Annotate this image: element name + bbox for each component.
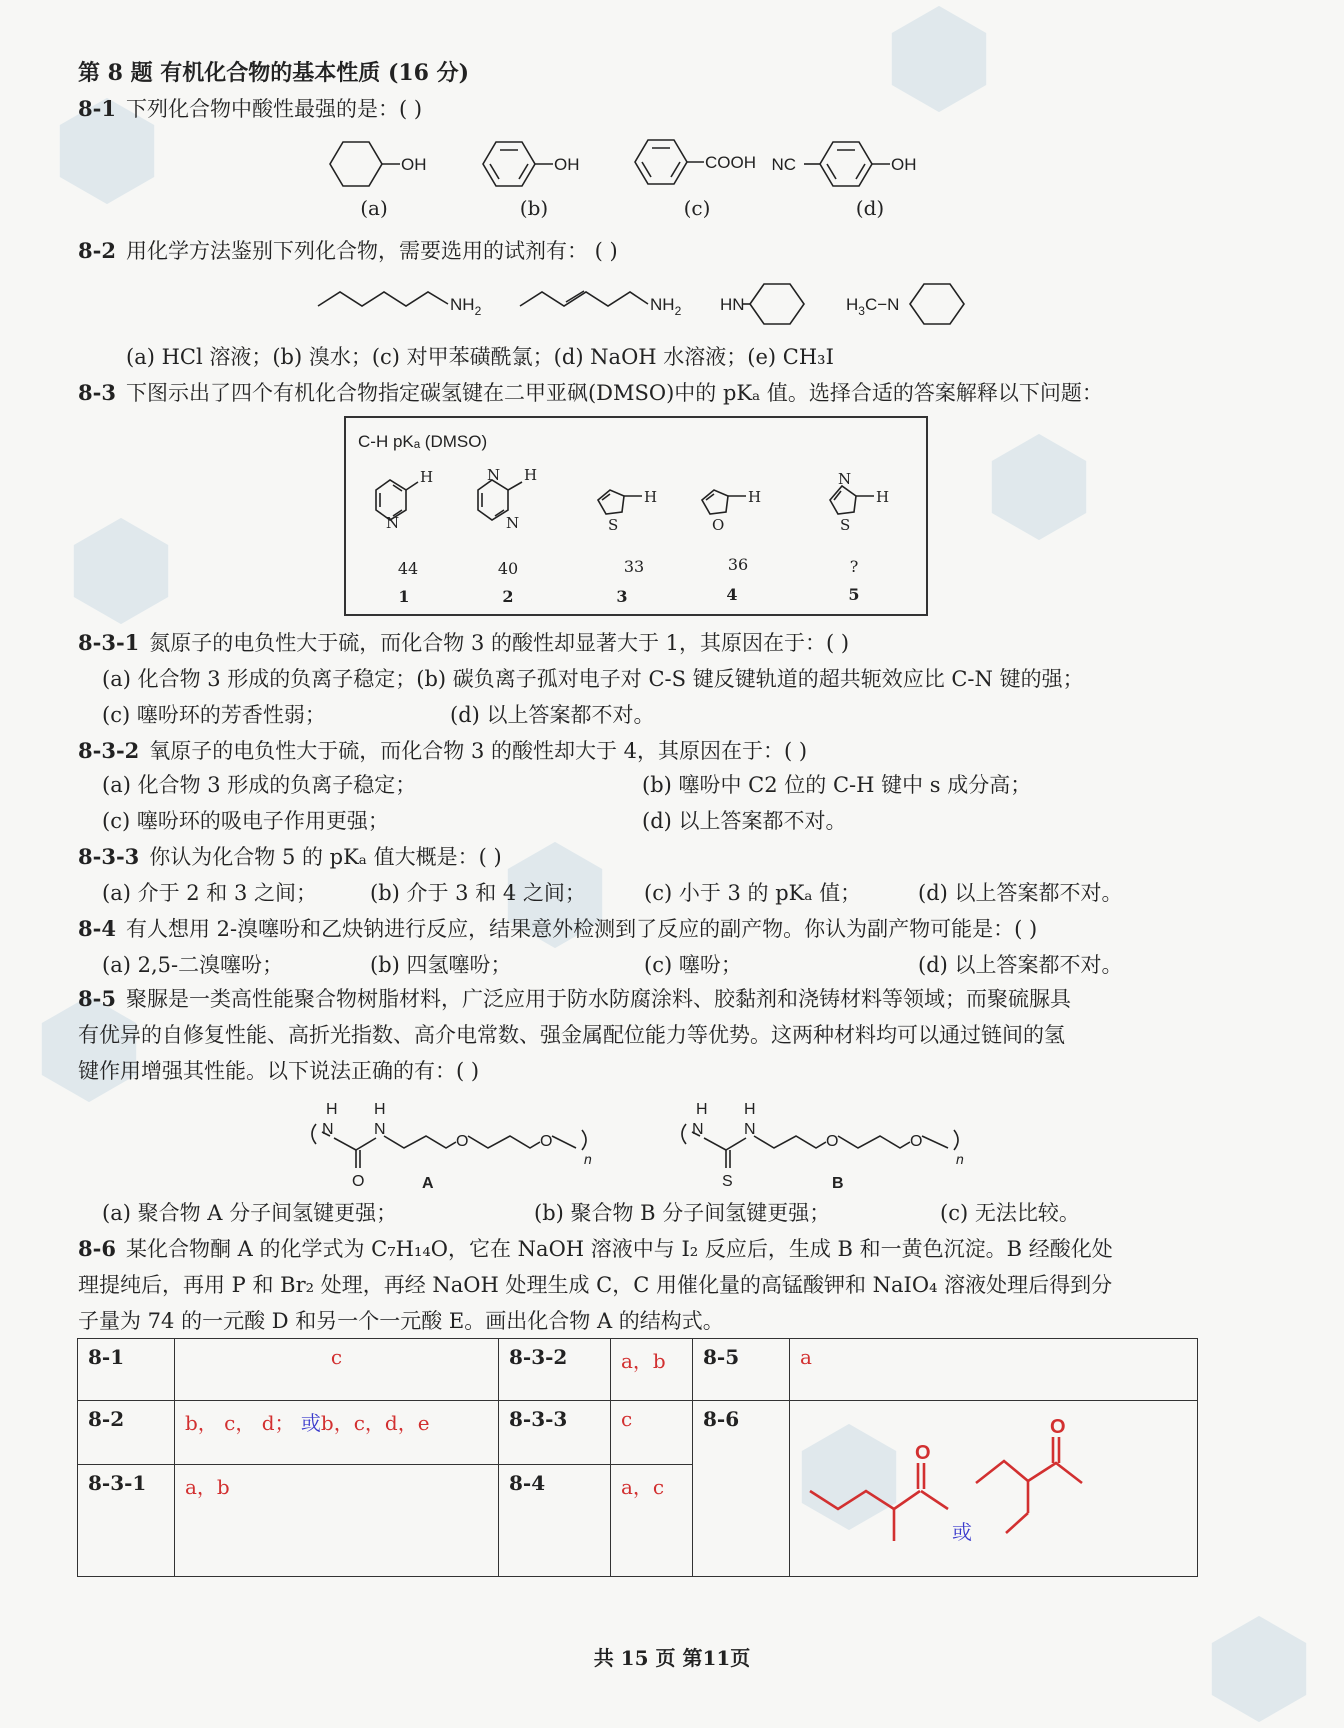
poly-b-n1: N <box>692 1121 704 1138</box>
pka-3-s: S <box>608 516 619 534</box>
answer-8-6-o-2: O <box>1050 1416 1066 1438</box>
q8-3-text: 下图示出了四个有机化合物指定碳氢键在二甲亚砜(DMSO)中的 pKₐ 值。选择合适的答案解释以下问题： <box>125 381 1103 405</box>
pka-1-h: H <box>420 468 434 486</box>
q8-4-option-c: (c) 噻吩； <box>644 953 742 977</box>
q8-3-3-option-a: (a) 介于 2 和 3 之间； <box>102 881 318 905</box>
q8-5-number: 8-5 <box>78 986 116 1011</box>
polymer-b-label: B <box>832 1175 844 1192</box>
answer-value-8-5: a <box>790 1339 1198 1401</box>
answer-key-8-3-1: 8-3-1 <box>78 1465 175 1577</box>
answer-value-8-4: a，c <box>611 1465 693 1577</box>
pka-4-o: O <box>712 516 725 534</box>
watermark-hexagon-icon <box>62 512 180 630</box>
compound-id-2: 2 <box>502 587 514 606</box>
question-heading: 第 8 题 有机化合物的基本性质 (16 分) <box>78 60 470 86</box>
q8-3-3-options <box>102 878 1222 908</box>
answer-key-8-2: 8-2 <box>78 1401 175 1465</box>
answer-8-6-o-1: O <box>915 1442 931 1464</box>
poly-a-n1: N <box>322 1121 334 1138</box>
poly-b-s-thio: S <box>722 1173 733 1190</box>
q8-3-2-options-row2 <box>102 806 1222 836</box>
compound-id-3: 3 <box>616 587 628 606</box>
poly-a-o-ether2: O <box>540 1133 553 1150</box>
watermark-hexagon-icon <box>980 428 1098 546</box>
q8-1-label-a: (a) <box>360 196 388 220</box>
q8-4-option-b: (b) 四氢噻吩； <box>370 953 512 977</box>
q8-5-option-c: (c) 无法比较。 <box>940 1201 1080 1225</box>
pka-2-n-bottom: N <box>506 514 520 532</box>
q8-3-2-number: 8-3-2 <box>78 738 140 763</box>
q8-2-stem <box>78 236 1198 266</box>
answer-8-6-or: 或 <box>952 1520 972 1544</box>
poly-b-n2: N <box>744 1121 756 1138</box>
answer-value-8-1: c <box>175 1339 499 1401</box>
pka-value-2: 40 <box>497 559 519 578</box>
compound-id-4: 4 <box>726 585 738 604</box>
page-footer: 共 15 页 第11页 <box>593 1646 751 1670</box>
q8-2-options: (a) HCl 溶液；(b) 溴水；(c) 对甲苯磺酰氯；(d) NaOH 水溶液；(e) CH₃I <box>126 345 834 369</box>
q8-5-stem-line2: 有优异的自修复性能、高折光指数、高介电常数、强金属配位能力等优势。这两种材料均可以通过链间的氢 <box>78 1023 1065 1047</box>
pka-figure-box <box>344 416 928 616</box>
compound-id-1: 1 <box>398 587 410 606</box>
pka-5-s: S <box>840 516 851 534</box>
pka-value-3: 33 <box>623 557 645 576</box>
poly-a-subscript: n <box>584 1151 592 1167</box>
q8-2-nh2-1: $NH_2$ <box>450 295 482 318</box>
pka-value-1: 44 <box>397 559 419 578</box>
poly-a-o-ether1: O <box>456 1133 469 1150</box>
poly-b-o-ether2: O <box>910 1133 923 1150</box>
pka-2-h: H <box>524 466 538 484</box>
q8-1-stem <box>78 94 1198 124</box>
q8-2-structures <box>310 274 970 338</box>
q8-2-number: 8-2 <box>78 238 116 263</box>
q8-1-oh-b: OH <box>554 155 580 174</box>
q8-3-3-option-c: (c) 小于 3 的 pKₐ 值； <box>644 881 862 905</box>
q8-2-text: 用化学方法鉴别下列化合物，需要选用的试剂有： ( ) <box>125 239 618 263</box>
q8-5-option-a: (a) 聚合物 A 分子间氢键更强； <box>102 1201 398 1225</box>
pka-1-n: N <box>386 514 400 532</box>
q8-2-nh2-2: $NH_2$ <box>650 295 682 318</box>
q8-3-3-text: 你认为化合物 5 的 pKₐ 值大概是：( ) <box>149 845 502 869</box>
q8-5-text-1: 聚脲是一类高性能聚合物树脂材料，广泛应用于防水防腐涂料、胶黏剂和浇铸材料等领域；而聚硫脲具 <box>125 987 1071 1011</box>
q8-6-text-1: 某化合物酮 A 的化学式为 C₇H₁₄O，它在 NaOH 溶液中与 I₂ 反应后，生成 B 和一黄色沉淀。B 经酸化处 <box>125 1237 1113 1261</box>
pka-5-h: H <box>876 488 890 506</box>
poly-b-subscript: n <box>956 1151 964 1167</box>
q8-3-3-number: 8-3-3 <box>78 844 140 869</box>
answer-key-8-4: 8-4 <box>499 1465 611 1577</box>
answer-table <box>77 1338 1198 1577</box>
q8-4-number: 8-4 <box>78 916 116 941</box>
pka-structures <box>346 448 926 608</box>
q8-3-1-number: 8-3-1 <box>78 630 140 655</box>
answer-value-8-2 <box>175 1401 499 1465</box>
pka-value-5: ? <box>849 557 859 576</box>
compound-id-5: 5 <box>848 585 860 604</box>
q8-5-stem-line3: 键作用增强其性能。以下说法正确的有：( ) <box>78 1059 480 1083</box>
pka-2-n-top: N <box>487 466 501 484</box>
answer-value-8-3-2: a，b <box>611 1339 693 1401</box>
pka-3-h: H <box>644 488 658 506</box>
q8-3-1-option-d: (d) 以上答案都不对。 <box>450 703 655 727</box>
q8-3-1-stem <box>78 628 1198 658</box>
answer-8-2-part1: b， c， d； <box>185 1411 295 1435</box>
answer-key-8-6: 8-6 <box>693 1401 790 1577</box>
q8-4-stem <box>78 914 1198 944</box>
q8-4-option-a: (a) 2,5-二溴噻吩； <box>102 953 284 977</box>
poly-a-n2: N <box>374 1121 386 1138</box>
q8-4-text: 有人想用 2-溴噻吩和乙炔钠进行反应，结果意外检测到了反应的副产物。你认为副产物可能是：( ) <box>125 917 1038 941</box>
answer-key-8-1: 8-1 <box>78 1339 175 1401</box>
q8-1-number: 8-1 <box>78 96 116 121</box>
answer-8-2-part2: b，c，d，e <box>320 1411 430 1435</box>
q8-1-label-d: (d) <box>855 196 885 220</box>
q8-6-stem-line3: 子量为 74 的一元酸 D 和另一个一元酸 E。画出化合物 A 的结构式。 <box>78 1309 724 1333</box>
pka-4-h: H <box>748 488 762 506</box>
pka-value-4: 36 <box>727 555 749 574</box>
q8-3-1-option-c: (c) 噻吩环的芳香性弱； <box>102 703 326 727</box>
answer-value-8-6 <box>790 1401 1198 1577</box>
q8-5-polymer-structures <box>300 1098 980 1194</box>
table-row <box>78 1401 1198 1465</box>
q8-3-3-option-d: (d) 以上答案都不对。 <box>918 881 1123 905</box>
q8-3-2-option-b: (b) 噻吩中 C2 位的 C-H 键中 s 成分高； <box>642 773 1032 797</box>
answer-key-8-3-3: 8-3-3 <box>499 1401 611 1465</box>
q8-3-2-option-a: (a) 化合物 3 形成的负离子稳定； <box>102 773 417 797</box>
q8-3-2-option-d: (d) 以上答案都不对。 <box>642 809 847 833</box>
q8-3-1-options-row1: (a) 化合物 3 形成的负离子稳定；(b) 碳负离子孤对电子对 C-S 键反键轨道的超共轭效应比 C-N 键的强； <box>102 667 1084 691</box>
q8-1-oh-d: OH <box>891 155 917 174</box>
q8-1-label-b: (b) <box>519 196 549 220</box>
q8-2-h3cn: $H_3C-N$ <box>846 295 900 318</box>
q8-3-1-text: 氮原子的电负性大于硫，而化合物 3 的酸性却显著大于 1，其原因在于：( ) <box>149 631 850 655</box>
q8-6-stem-line2: 理提纯后，再用 P 和 Br₂ 处理，再经 NaOH 处理生成 C，C 用催化量的高锰酸钾和 NaIO₄ 溶液处理后得到分 <box>78 1273 1113 1297</box>
poly-b-h2: H <box>744 1101 756 1118</box>
q8-1-oh-a: OH <box>401 155 427 174</box>
q8-2-hn: HN <box>720 295 745 314</box>
q8-6-stem-line1 <box>78 1234 1198 1264</box>
answer-value-8-3-1: a，b <box>175 1465 499 1577</box>
poly-a-h1: H <box>326 1101 338 1118</box>
q8-1-label-c: (c) <box>683 196 711 220</box>
q8-1-text: 下列化合物中酸性最强的是：( ) <box>125 97 423 121</box>
q8-6-number: 8-6 <box>78 1236 116 1261</box>
answer-key-8-5: 8-5 <box>693 1339 790 1401</box>
q8-5-options <box>102 1198 1222 1228</box>
q8-5-stem-line1 <box>78 984 1198 1014</box>
poly-b-h1: H <box>696 1101 708 1118</box>
poly-b-o-ether1: O <box>826 1133 839 1150</box>
q8-3-2-stem <box>78 736 1198 766</box>
q8-3-2-text: 氧原子的电负性大于硫，而化合物 3 的酸性却大于 4，其原因在于：( ) <box>149 739 808 763</box>
q8-3-3-option-b: (b) 介于 3 和 4 之间； <box>370 881 586 905</box>
answer-key-8-3-2: 8-3-2 <box>499 1339 611 1401</box>
answer-8-6-structures <box>800 1411 1100 1561</box>
q8-3-1-options-row2 <box>102 700 1222 730</box>
pka-figure-title: C-H pKₐ (DMSO) <box>358 432 488 451</box>
q8-3-stem <box>78 378 1198 408</box>
poly-a-h2: H <box>374 1101 386 1118</box>
polymer-a-label: A <box>422 1175 434 1192</box>
pka-5-n: N <box>838 470 852 488</box>
q8-3-number: 8-3 <box>78 380 116 405</box>
table-row <box>78 1339 1198 1401</box>
answer-value-8-3-3: c <box>611 1401 693 1465</box>
q8-3-3-stem <box>78 842 1198 872</box>
q8-1-nc-d: NC <box>771 155 796 174</box>
answer-8-2-or: 或 <box>300 1411 321 1435</box>
q8-4-options <box>102 950 1222 980</box>
q8-5-option-b: (b) 聚合物 B 分子间氢键更强； <box>534 1201 831 1225</box>
poly-a-o-carbonyl: O <box>352 1173 365 1190</box>
q8-4-option-d: (d) 以上答案都不对。 <box>918 953 1123 977</box>
q8-1-cooh-c: COOH <box>705 153 756 172</box>
q8-3-2-option-c: (c) 噻吩环的吸电子作用更强； <box>102 809 389 833</box>
q8-3-2-options-row1 <box>102 770 1222 800</box>
